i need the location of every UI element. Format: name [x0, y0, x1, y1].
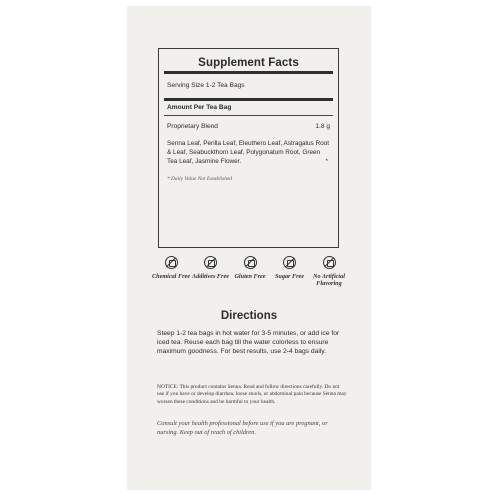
badge-label: No Artificial Flavoring — [313, 273, 345, 288]
ingredients-list — [159, 130, 338, 166]
ingredients-text: Senna Leaf, Perilla Leaf, Eleuthero Leaf, Astragalus Root & Leaf, Seabuckthorn Leaf, Polygonatum Root, Green Tea Leaf, Jasmine Flower. — [167, 140, 330, 165]
badge-label: Chemical Free — [152, 273, 190, 280]
supplement-facts-panel — [158, 48, 339, 248]
ingredients-marker: * — [325, 159, 328, 165]
badge-chemical-free — [152, 256, 190, 288]
consult-text: Consult your health professional before use if you are pregnant, or nursing. Keep out of reach of children. — [157, 420, 328, 436]
directions-text: Steep 1-2 tea bags in hot water for 3-5 minutes, or add ice for iced tea. Reuse each bag till the water colorless to ensure maximum goodness. For best results, use 2-4 bags daily. — [157, 330, 340, 355]
badge-sugar-free — [271, 256, 309, 288]
additives-free-icon — [204, 256, 217, 269]
label-card — [127, 6, 371, 490]
badge-label: Additives Free — [192, 273, 229, 280]
badge-label: Gluten Free — [234, 273, 266, 280]
amount-per-serving-header: Amount Per Tea Bag — [167, 104, 232, 111]
badge-no-artificial-flavoring — [310, 256, 348, 288]
no-artificial-flavoring-icon — [323, 256, 336, 269]
serving-size: Serving Size 1-2 Tea Bags — [167, 82, 245, 89]
chemical-free-icon — [165, 256, 178, 269]
badge-additives-free — [192, 256, 230, 288]
supplement-facts-title: Supplement Facts — [198, 57, 299, 69]
blend-name: Proprietary Blend — [167, 123, 218, 130]
sugar-free-icon — [283, 256, 296, 269]
directions-title: Directions — [220, 310, 278, 322]
blend-amount: 1.8 g — [315, 123, 330, 130]
badge-gluten-free — [231, 256, 269, 288]
blend-row — [159, 116, 338, 130]
daily-value-note: * Daily Value Not Established — [167, 176, 232, 182]
badge-label: Sugar Free — [274, 273, 305, 280]
gluten-free-icon — [244, 256, 257, 269]
badge-row — [152, 256, 348, 288]
notice-text: NOTICE: This product contains Senna. Read and follow directions carefully. Do not use if you have or develop diarrhea, loose stools, or abdominal pain because Senna may worsen these conditions and be harmful to your health. — [157, 384, 347, 405]
